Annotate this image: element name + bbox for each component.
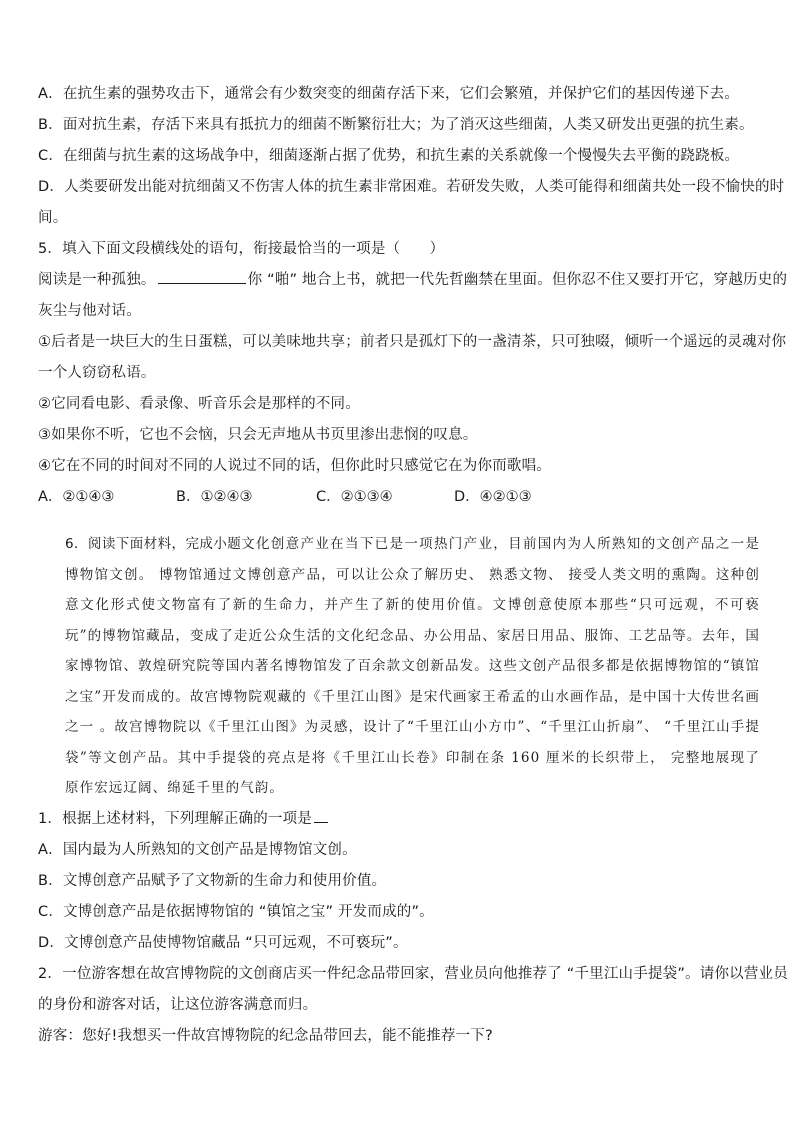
q6-sub1-option-a: A．国内最为人所熟知的文创产品是博物馆文创。 [38,841,357,858]
q5-item1-line1: ①后者是一块巨大的生日蛋糕，可以美味地共享；前者只是孤灯下的一盏清茶，只可独啜，倾听一个遥远的灵魂对你 [38,334,787,350]
q6-sub1-stem-text: 1．根据上述材料，下列理解正确的一项是 [38,810,313,827]
q5-choices [38,482,760,513]
q5-item1-line2: 一个人窃窃私语。 [38,365,156,381]
q5-passage-after-blank: 你 “啪” 地合上书，就把一代先哲幽禁在里面。但你忍不住又要打开它，穿越历史的 [247,272,788,288]
q5-item4: ④它在不同的时间对不同的人说过不同的话，但你此时只感觉它在为你而歌唱。 [38,458,551,474]
q5-choice-d: D．④②①③ [454,489,532,505]
document-page [38,79,788,1052]
q4-option-d-line1: D．人类要研发出能对抗细菌又不伤害人体的抗生素非常困难。若研发失败，人类可能得和细菌共处一段不愉快的时 [38,179,785,195]
q4-option-b: B．面对抗生素，存活下来具有抵抗力的细菌不断繁衍壮大；为了消灭这些细菌，人类又研发出更强的抗生素。 [38,117,754,133]
q5-item3: ③如果你不听，它也不会恼，只会无声地从书页里渗出悲悯的叹息。 [38,427,478,443]
fill-blank [158,269,246,284]
answer-blank [314,808,328,823]
q5-choice-a: A．②①④③ [38,489,115,505]
q6-sub2-line2: 的身份和游客对话，让这位游客满意而归。 [38,996,318,1013]
q5-choice-b: B．①②④③ [176,489,253,505]
q4-option-a: A．在抗生素的强势攻击下，通常会有少数突变的细菌存活下来，它们会繁殖，并保护它们的基因传递下去。 [38,86,740,102]
q4-option-c: C．在细菌与抗生素的这场战争中，细菌逐渐占据了优势，和抗生素的关系就像一个慢慢失去平衡的跷跷板。 [38,148,740,164]
q5-passage-line1 [38,265,788,296]
q5-passage-before-blank: 阅读是一种孤独。 [38,272,156,288]
q6-material [38,529,760,804]
q6-sub1-option-d: D．文博创意产品使博物馆藏品 “只可远观，不可亵玩”。 [38,934,408,951]
q6-dialogue: 游客：您好!我想买一件故宫博物院的纪念品带回去，能不能推荐一下? [38,1027,493,1044]
q6-sub1-option-c: C．文博创意产品是依据博物馆的 “镇馆之宝” 开发而成的”。 [38,903,434,920]
q5-stem: 5．填入下面文段横线处的语句，衔接最恰当的一项是（ ） [38,241,445,257]
q6-lead: 6．阅读下面材料，完成小题 [65,536,242,552]
q5-choice-c: C．②①③④ [316,489,393,505]
q5-passage-line2: 灰尘与他对话。 [38,303,141,319]
q4-option-d-line2: 间。 [38,210,68,226]
q6-sub1-stem [38,804,760,835]
q6-material-text: 文化创意产业在当下已是一项热门产业，目前国内为人所熟知的文创产品之一是博物馆文创。 博物馆通过文博创意产品，可以让公众了解历史、 熟悉文物、 接受人类文明的熏陶。这种创意文化形式使文物富有了新的生命力，并产生了新的使用价值。文博创意使原本那些“只可远观，不可亵玩”的博物馆藏品，变成了走近公众生活的文化纪念品、办公用品、家居日用品、服饰、工艺品等。去年，国家博物馆、敦煌研究院等国内著名博物馆发了百余款文创新品发。这些文创产品很多都是依据博物馆的“镇馆之宝”开发而成的。故宫博物院观藏的《千里江山图》是宋代画家王希孟的山水画作品，是中国十大传世名画之一 。故宫博物院以《千里江山图》为灵感，设计了“千里江山小方巾”、“千里江山折扇”、 “千里江山手提袋”等文创产品。其中手提袋的亮点是将《千里江山长卷》印制在条 160 厘米的长织带上， 完整地展现了原作宏远辽阔、绵延千里的气韵。 [65,536,760,796]
q6-sub1-option-b: B．文博创意产品赋予了文物新的生命力和使用价值。 [38,872,387,889]
q5-item2: ②它同看电影、看录像、听音乐会是那样的不同。 [38,396,360,412]
q6-sub2-line1: 2．一位游客想在故宫博物院的文创商店买一件纪念品带回家，营业员向他推荐了 “千里江山手提袋”。请你以营业员 [38,965,788,982]
